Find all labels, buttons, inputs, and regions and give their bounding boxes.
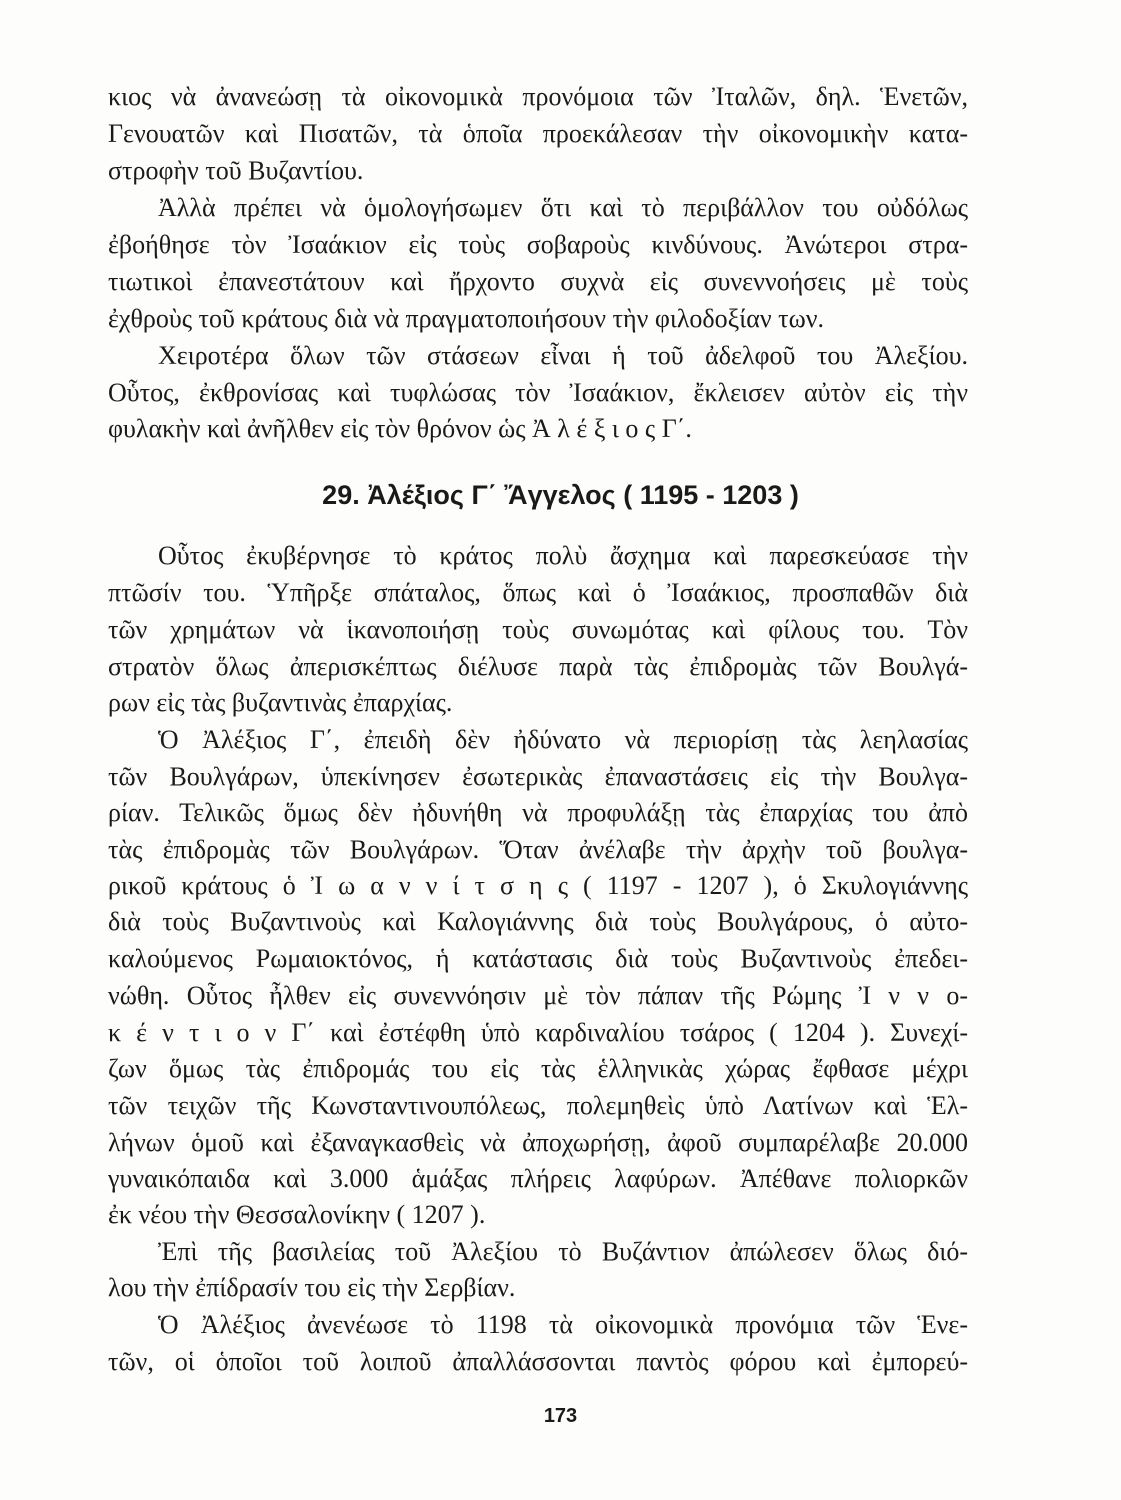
text-line: ρίαν. Τελικῶς ὅμως δὲν ἠδυνήθη νὰ προφυλάξῃ τὰς ἐπαρχίας του ἀπὸ — [108, 798, 968, 827]
text-line: Οὗτος ἐκυβέρνησε τὸ κράτος πολὺ ἄσχημα καὶ παρεσκεύασε τὴν — [158, 541, 968, 570]
text-line: ἐχθροὺς τοῦ κράτους διὰ νὰ πραγματοποιήσουν τὴν φιλοδοξίαν των. — [108, 304, 824, 333]
text-line: γυναικόπαιδα καὶ 3.000 ἁμάξας πλήρεις λαφύρων. Ἀπέθανε πολιορκῶν — [108, 1164, 968, 1193]
text-line: τῶν Βουλγάρων, ὑπεκίνησεν ἐσωτερικὰς ἐπαναστάσεις εἰς τὴν Βουλγα- — [108, 762, 968, 791]
text-line: τὰς ἐπιδρομὰς τῶν Βουλγάρων. Ὅταν ἀνέλαβε τὴν ἀρχὴν τοῦ βουλγα- — [108, 835, 968, 864]
text-line: ρικοῦ κράτους ὁ Ἰ ω α ν ν ί τ σ η ς ( 1197 - 1207 ), ὁ Σκυλογιάννης — [108, 871, 968, 900]
text-line: Ἀλλὰ πρέπει νὰ ὁμολογήσωμεν ὅτι καὶ τὸ περιβάλλον του οὐδόλως — [158, 193, 968, 222]
text-line: Οὗτος, ἐκθρονίσας καὶ τυφλώσας τὸν Ἰσαάκιον, ἔκλεισεν αὐτὸν εἰς τὴν — [108, 378, 968, 407]
text-line: Γενουατῶν καὶ Πισατῶν, τὰ ὁποῖα προεκάλεσαν τὴν οἰκονομικὴν κατα- — [108, 119, 968, 148]
text-line: τῶν χρημάτων νὰ ἱκανοποιήσῃ τοὺς συνωμότας καὶ φίλους του. Τὸν — [108, 615, 968, 644]
text-line: διὰ τοὺς Βυζαντινοὺς καὶ Καλογιάννης διὰ τοὺς Βουλγάρους, ὁ αὐτο- — [108, 907, 968, 936]
text-line: νώθη. Οὗτος ἦλθεν εἰς συνεννόησιν μὲ τὸν πάπαν τῆς Ρώμης Ἰ ν ν ο- — [108, 981, 968, 1010]
text-line: ἐβοήθησε τὸν Ἰσαάκιον εἰς τοὺς σοβαροὺς κινδύνους. Ἀνώτεροι στρα- — [108, 230, 968, 259]
text-line: ἐκ νέου τὴν Θεσσαλονίκην ( 1207 ). — [108, 1200, 486, 1229]
text-line: Ὁ Ἀλέξιος ἀνενέωσε τὸ 1198 τὰ οἰκονομικὰ προνόμια τῶν Ἑνε- — [158, 1310, 968, 1339]
text-line: ρων εἰς τὰς βυζαντινὰς ἐπαρχίας. — [108, 688, 453, 717]
text-line: κιος νὰ ἀνανεώσῃ τὰ οἰκονομικὰ προνόμοια τῶν Ἰταλῶν, δηλ. Ἑνετῶν, — [108, 82, 968, 111]
text-line: τῶν τειχῶν τῆς Κωνσταντινουπόλεως, πολεμηθεὶς ὑπὸ Λατίνων καὶ Ἑλ- — [108, 1091, 968, 1120]
text-line: καλούμενος Ρωμαιοκτόνος, ἡ κατάστασις διὰ τοὺς Βυζαντινοὺς ἐπεδει- — [108, 944, 968, 973]
text-line: στροφὴν τοῦ Βυζαντίου. — [108, 156, 364, 185]
text-line: τιωτικοὶ ἐπανεστάτουν καὶ ἤρχοντο συχνὰ εἰς συνεννοήσεις μὲ τοὺς — [108, 267, 968, 296]
text-line: Ὁ Ἀλέξιος Γ΄, ἐπειδὴ δὲν ἠδύνατο νὰ περιορίσῃ τὰς λεηλασίας — [158, 725, 968, 754]
text-line: ζων ὅμως τὰς ἐπιδρομάς του εἰς τὰς ἑλληνικὰς χώρας ἔφθασε μέχρι — [108, 1054, 968, 1083]
text-line: λου τὴν ἐπίδρασίν του εἰς τὴν Σερβίαν. — [108, 1273, 516, 1302]
text-line: στρατὸν ὅλως ἀπερισκέπτως διέλυσε παρὰ τὰς ἐπιδρομὰς τῶν Βουλγά- — [108, 652, 968, 681]
text-line: Ἐπὶ τῆς βασιλείας τοῦ Ἀλεξίου τὸ Βυζάντιον ἀπώλεσεν ὅλως διό- — [158, 1237, 968, 1266]
section-heading: 29. Ἀλέξιος Γ΄ Ἄγγελος ( 1195 - 1203 ) — [322, 480, 799, 510]
text-line: λήνων ὁμοῦ καὶ ἐξαναγκασθεὶς νὰ ἀποχωρήσῃ, ἀφοῦ συμπαρέλαβε 20.000 — [108, 1128, 968, 1157]
text-line: πτῶσίν του. Ὑπῆρξε σπάταλος, ὅπως καὶ ὁ Ἰσαάκιος, προσπαθῶν διὰ — [108, 578, 968, 607]
text-line: κ έ ν τ ι ο ν Γ΄ καὶ ἐστέφθη ὑπὸ καρδιναλίου τσάρος ( 1204 ). Συνεχί- — [108, 1018, 968, 1047]
page-number: 173 — [543, 1405, 578, 1427]
text-line: φυλακὴν καὶ ἀνῆλθεν εἰς τὸν θρόνον ὡς Ἀ λ έ ξ ι ο ς Γ΄. — [108, 414, 692, 443]
text-line: Χειροτέρα ὅλων τῶν στάσεων εἶναι ἡ τοῦ ἀδελφοῦ του Ἀλεξίου. — [158, 341, 968, 370]
text-line: τῶν, οἱ ὁποῖοι τοῦ λοιποῦ ἀπαλλάσσονται παντὸς φόρου καὶ ἐμπορεύ- — [108, 1347, 968, 1376]
